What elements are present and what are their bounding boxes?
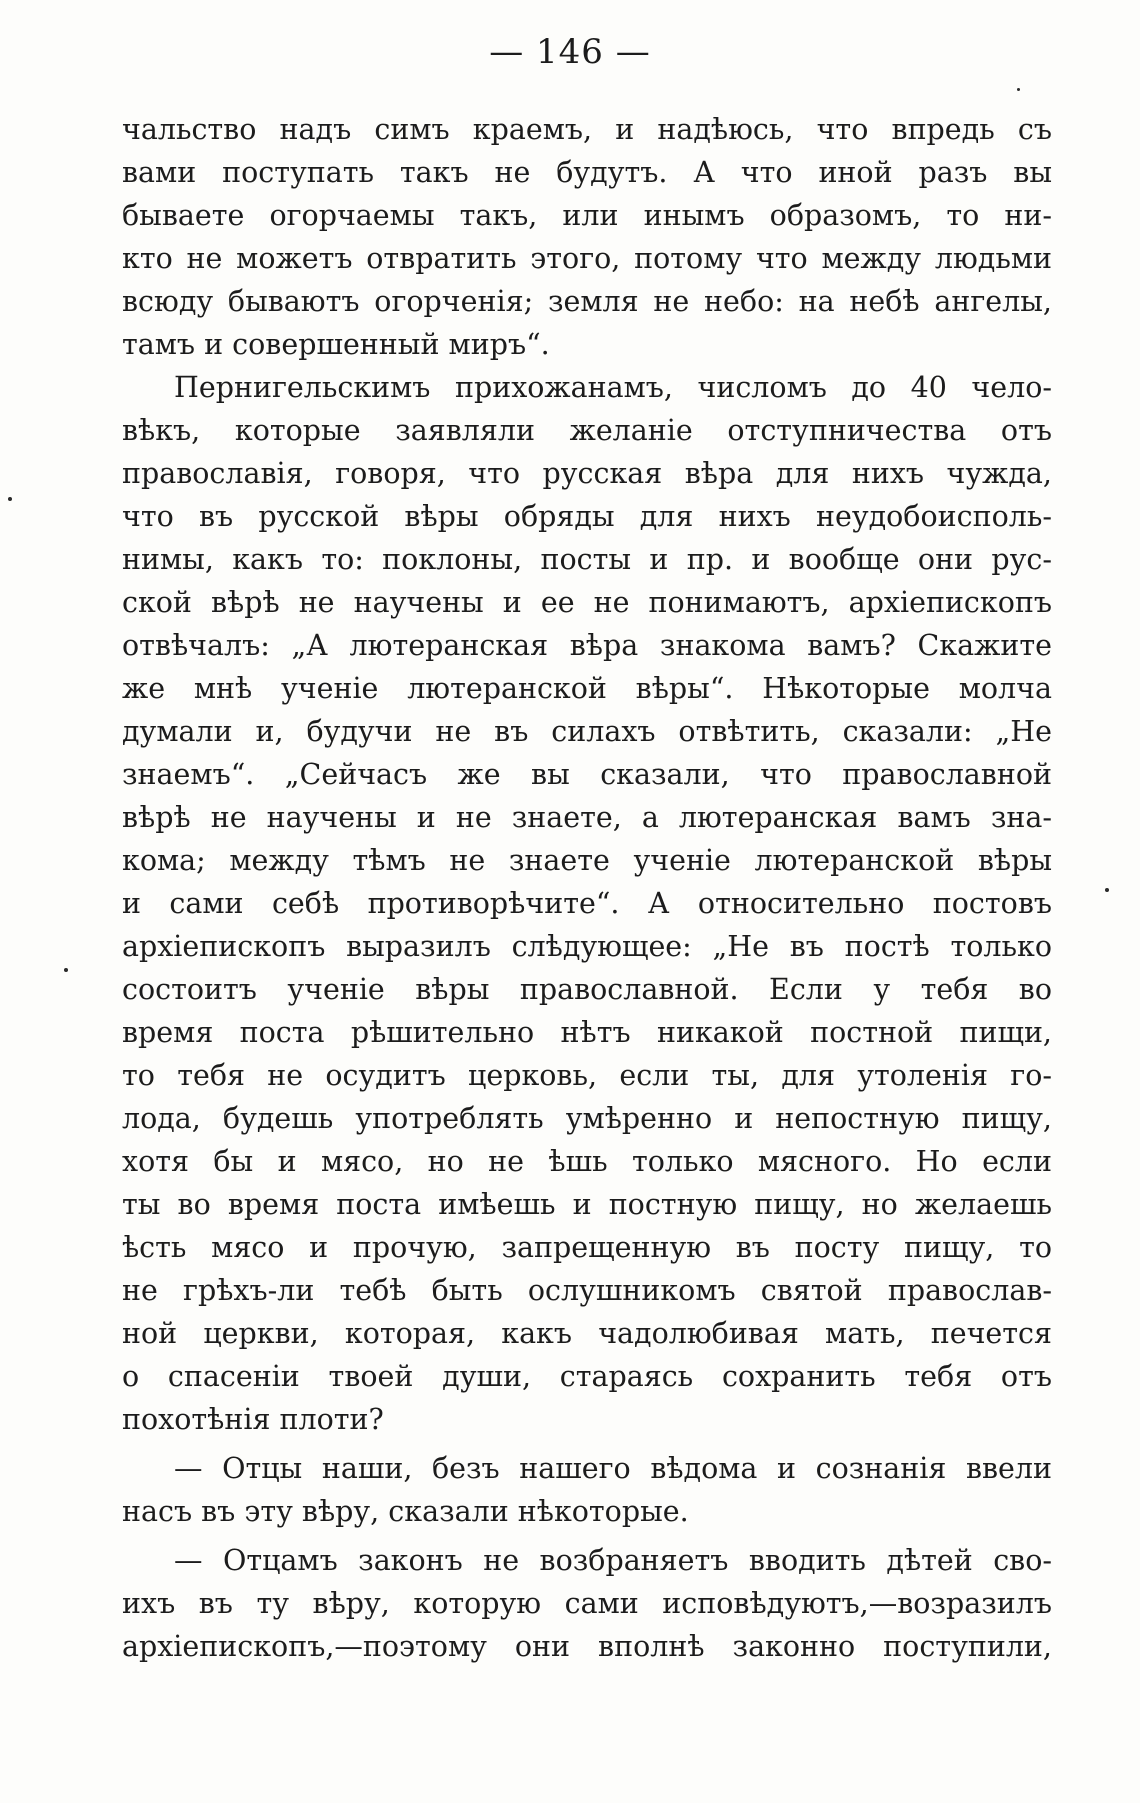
- scan-speck: [1017, 88, 1020, 91]
- text-line: о спасеніи твоей души, стараясь сохранить тебя отъ: [122, 1360, 1052, 1393]
- text-line: вѣкъ, которые заявляли желаніе отступничества отъ: [122, 414, 1052, 447]
- text-line: ты во время поста имѣешь и постную пищу, но желаешь: [122, 1188, 1052, 1221]
- text-line: время поста рѣшительно нѣтъ никакой постной пищи,: [122, 1016, 1052, 1049]
- text-line: архіепископъ,—поэтому они вполнѣ законно поступили,: [122, 1630, 1052, 1663]
- text-line: что въ русской вѣры обряды для нихъ неудобоисполь-: [122, 500, 1052, 533]
- text-line: бываете огорчаемы такъ, или инымъ образомъ, то ни-: [122, 199, 1052, 232]
- text-line: ихъ въ ту вѣру, которую сами исповѣдуютъ,—возразилъ: [122, 1587, 1052, 1620]
- text-line: знаемъ“. „Сейчасъ же вы сказали, что православной: [122, 758, 1052, 791]
- body-text: [122, 108, 1052, 1668]
- text-line: кома; между тѣмъ не знаете ученіе лютеранской вѣры: [122, 844, 1052, 877]
- text-line: похотѣнія плоти?: [122, 1403, 384, 1436]
- scan-speck: [64, 968, 68, 972]
- text-line: думали и, будучи не въ силахъ отвѣтить, сказали: „Не: [122, 715, 1052, 748]
- text-line: Пернигельскимъ прихожанамъ, числомъ до 40 чело-: [174, 371, 1052, 404]
- text-line: — Отцы наши, безъ нашего вѣдома и сознанія ввели: [174, 1452, 1052, 1485]
- text-line: вами поступать такъ не будутъ. А что иной разъ вы: [122, 156, 1052, 189]
- text-line: вѣрѣ не научены и не знаете, а лютеранская вамъ зна-: [122, 801, 1052, 834]
- text-line: архіепископъ выразилъ слѣдующее: „Не въ постѣ только: [122, 930, 1052, 963]
- text-line: чальство надъ симъ краемъ, и надѣюсь, что впредь съ: [122, 113, 1052, 146]
- text-line: — Отцамъ законъ не возбраняетъ вводить дѣтей сво-: [174, 1544, 1052, 1577]
- text-line: отвѣчалъ: „А лютеранская вѣра знакома вамъ? Скажите: [122, 629, 1052, 662]
- scan-speck: [1105, 888, 1109, 892]
- text-line: то тебя не осудитъ церковь, если ты, для утоленія го-: [122, 1059, 1052, 1092]
- text-line: ной церкви, которая, какъ чадолюбивая мать, печется: [122, 1317, 1052, 1350]
- text-line: лода, будешь употреблять умѣренно и непостную пищу,: [122, 1102, 1052, 1135]
- text-line: же мнѣ ученіе лютеранской вѣры“. Нѣкоторые молча: [122, 672, 1052, 705]
- text-line: насъ въ эту вѣру, сказали нѣкоторые.: [122, 1495, 689, 1528]
- text-line: и сами себѣ противорѣчите“. А относительно постовъ: [122, 887, 1052, 920]
- text-line: тамъ и совершенный миръ“.: [122, 328, 550, 361]
- text-line: нимы, какъ то: поклоны, посты и пр. и вообще они рус-: [122, 543, 1052, 576]
- text-line: не грѣхъ-ли тебѣ быть ослушникомъ святой православ-: [122, 1274, 1052, 1307]
- scan-speck: [8, 497, 12, 501]
- text-line: ской вѣрѣ не научены и ее не понимаютъ, архіепископъ: [122, 586, 1052, 619]
- text-line: хотя бы и мясо, но не ѣшь только мясного. Но если: [122, 1145, 1052, 1178]
- text-line: кто не можетъ отвратить этого, потому что между людьми: [122, 242, 1052, 275]
- text-line: православія, говоря, что русская вѣра для нихъ чужда,: [122, 457, 1052, 490]
- text-line: состоитъ ученіе вѣры православной. Если у тебя во: [122, 973, 1052, 1006]
- text-line: всюду бываютъ огорченія; земля не небо: на небѣ ангелы,: [122, 285, 1052, 318]
- text-line: ѣсть мясо и прочую, запрещенную въ посту пищу, то: [122, 1231, 1052, 1264]
- page-number: — 146 —: [489, 32, 651, 72]
